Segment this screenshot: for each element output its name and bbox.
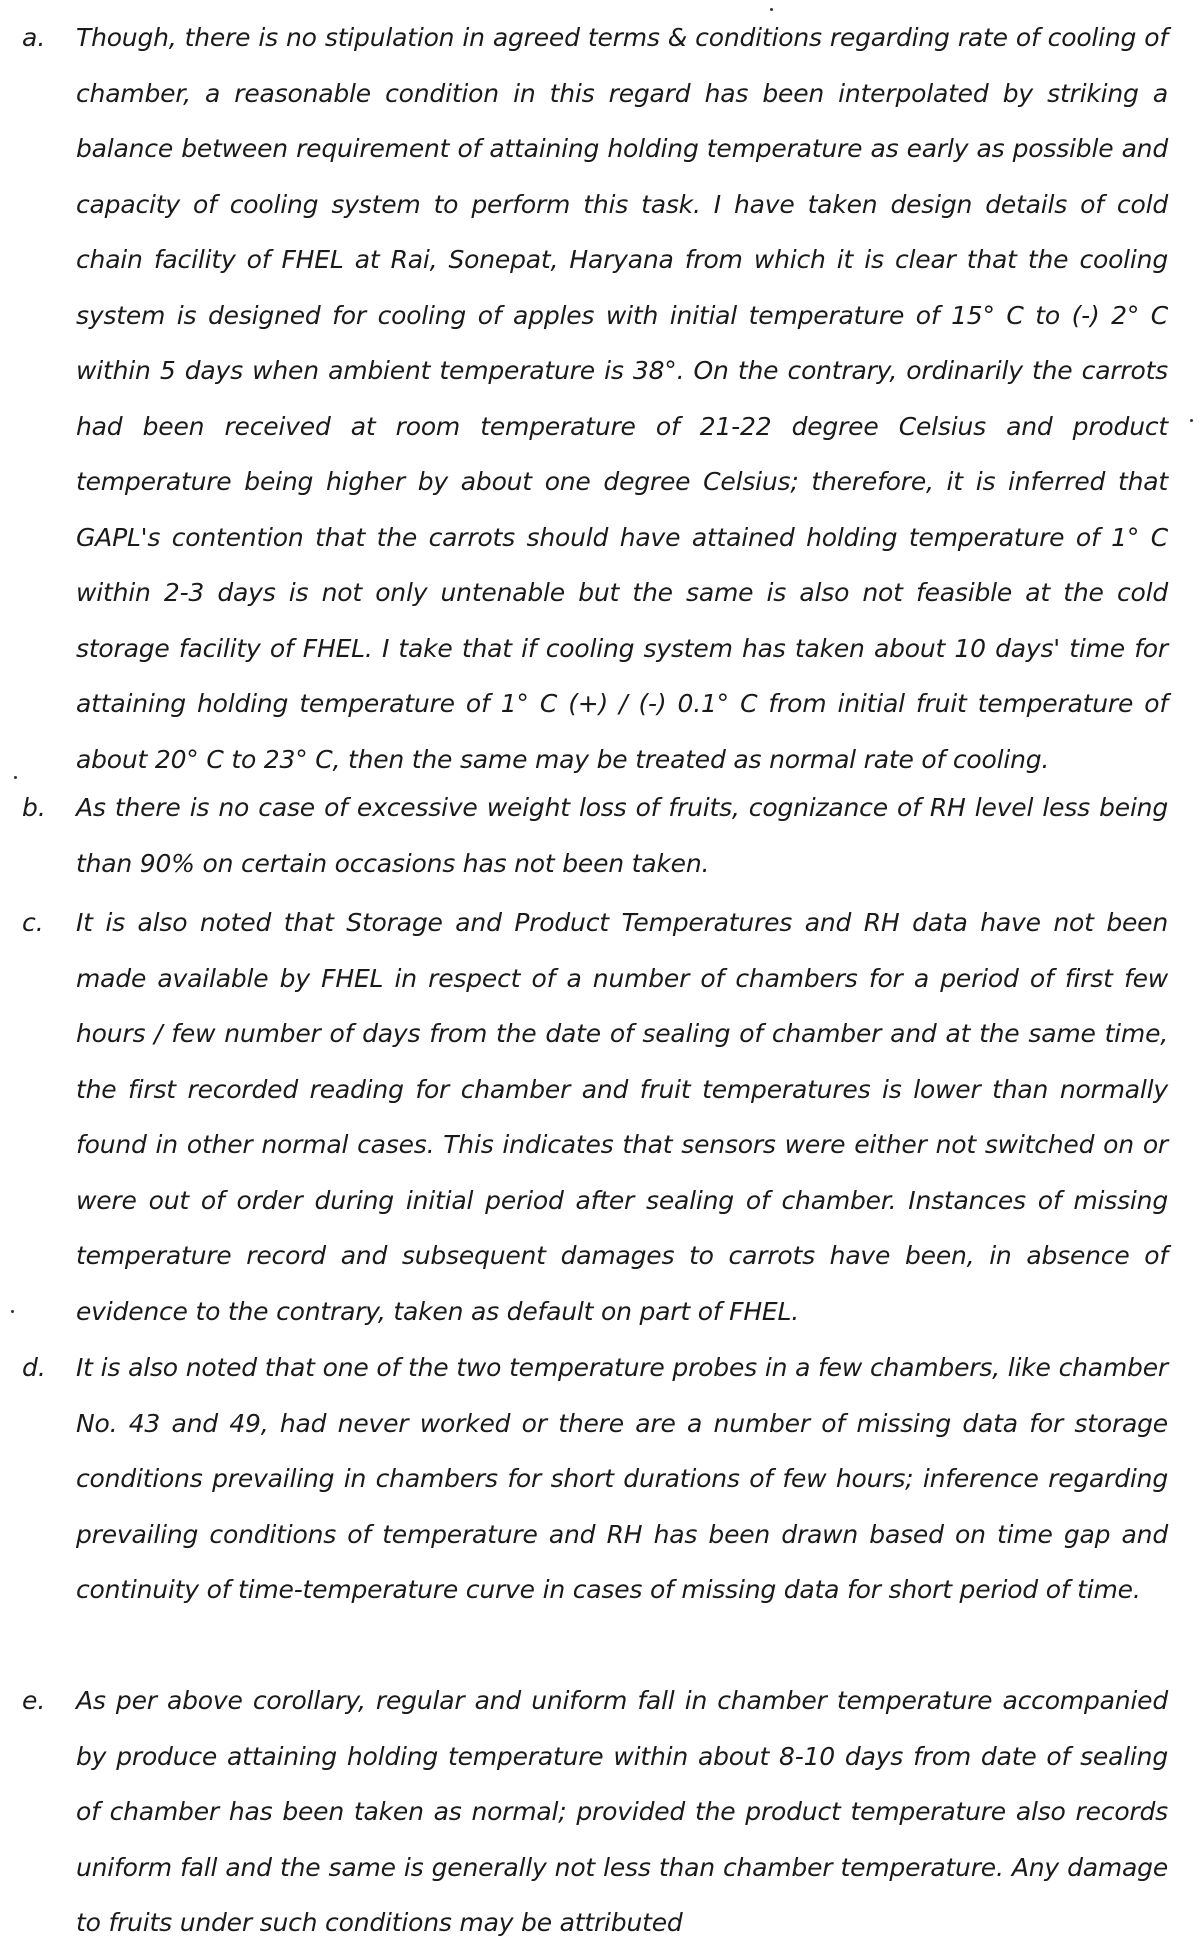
scan-speck — [1190, 419, 1193, 422]
list-marker: c. — [22, 908, 44, 937]
list-marker: b. — [22, 793, 46, 822]
scan-speck — [11, 1310, 14, 1313]
paragraph-text: As there is no case of excessive weight loss of fruits, cognizance of RH level less being than 90% on certain occasions has not been taken. — [76, 793, 1168, 878]
list-marker: d. — [22, 1353, 46, 1382]
paragraph-text: It is also noted that Storage and Product Temperatures and RH data have not been made available by FHEL in respect of a number of chambers for a period of first few hours / few number of days from the date of sealing of chamber and at the same time, the first recorded reading for chamber and fruit temperatures is lower than normally found in other normal cases. This indicates that sensors were either not switched on or were out of order during initial period after sealing of chamber. Instances of missing temperature record and subsequent damages to carrots have been, in absence of evidence to the contrary, taken as default on part of FHEL. — [76, 908, 1168, 1326]
scan-speck — [770, 8, 773, 11]
list-marker: e. — [22, 1686, 46, 1715]
paragraph-text: Though, there is no stipulation in agreed terms & conditions regarding rate of cooling of chamber, a reasonable condition in this regard has been interpolated by striking a balance between requirement of attaining holding temperature as early as possible and capacity of cooling system to perform this task. I have taken design details of cold chain facility of FHEL at Rai, Sonepat, Haryana from which it is clear that the cooling system is designed for cooling of apples with initial temperature of 15° C to (-) 2° C within 5 days when ambient temperature is 38°. On the contrary, ordinarily the carrots had been received at room temperature of 21-22 degree Celsius and product temperature being higher by about one degree Celsius; therefore, it is inferred that GAPL's contention that the carrots should have attained holding temperature of 1° C within 2-3 days is not only untenable but the same is also not feasible at the cold storage facility of FHEL. I take that if cooling system has taken about 10 days' time for attaining holding temperature of 1° C (+) / (-) 0.1° C from initial fruit temperature of about 20° C to 23° C, then the same may be treated as normal rate of cooling. — [76, 23, 1168, 774]
list-marker: a. — [22, 23, 46, 52]
paragraph-text: It is also noted that one of the two temperature probes in a few chambers, like chamber No. 43 and 49, had never worked or there are a number of missing data for storage conditions prevailing in chambers for short durations of few hours; inference regarding prevailing conditions of temperature and RH has been drawn based on time gap and continuity of time-temperature curve in cases of missing data for short period of time. — [76, 1353, 1168, 1604]
paragraph-text: As per above corollary, regular and uniform fall in chamber temperature accompanied by produce attaining holding temperature within about 8-10 days from date of sealing of chamber has been taken as normal; provided the product temperature also records uniform fall and the same is generally not less than chamber temperature. Any damage to fruits under such conditions may be attributed — [76, 1686, 1168, 1937]
scan-speck — [14, 776, 17, 779]
